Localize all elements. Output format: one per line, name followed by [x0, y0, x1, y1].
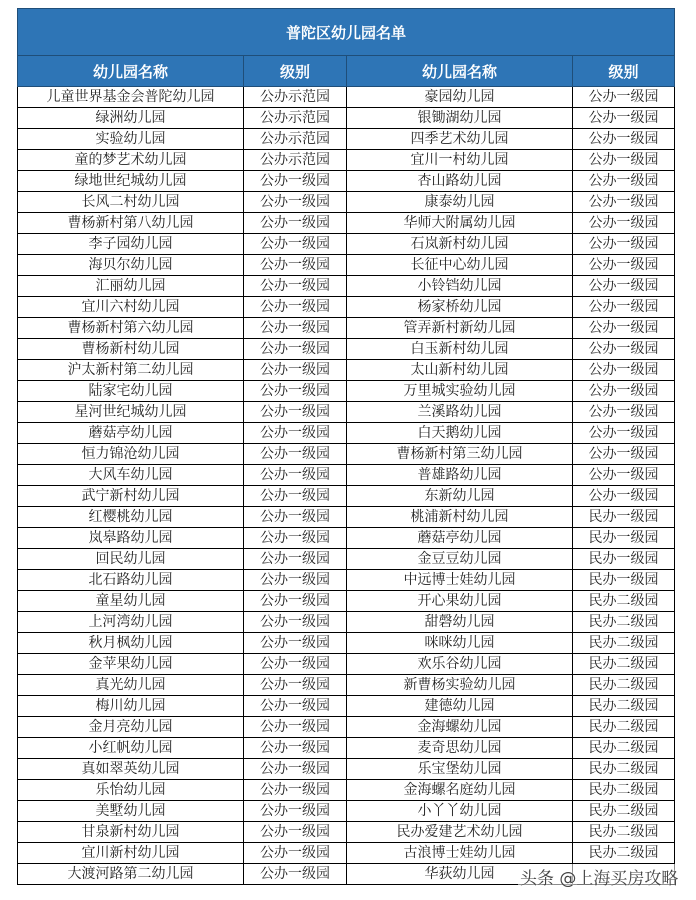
kindergarten-level-cell: 公办一级园 — [573, 213, 675, 234]
kindergarten-level-cell: 民办一级园 — [573, 570, 675, 591]
kindergarten-level-cell: 公办一级园 — [244, 654, 347, 675]
kindergarten-name-cell: 大风车幼儿园 — [18, 465, 244, 486]
kindergarten-name-cell: 康泰幼儿园 — [347, 192, 573, 213]
kindergarten-level-cell: 民办二级园 — [573, 591, 675, 612]
kindergarten-level-cell: 公办一级园 — [573, 255, 675, 276]
table-row — [18, 192, 675, 213]
table-row — [18, 528, 675, 549]
kindergarten-name-cell: 蘑菇亭幼儿园 — [347, 528, 573, 549]
kindergarten-level-cell: 民办二级园 — [573, 759, 675, 780]
kindergarten-level-cell: 公办一级园 — [573, 171, 675, 192]
table-row — [18, 234, 675, 255]
kindergarten-name-cell: 开心果幼儿园 — [347, 591, 573, 612]
kindergarten-name-cell: 华师大附属幼儿园 — [347, 213, 573, 234]
kindergarten-name-cell: 豪园幼儿园 — [347, 87, 573, 108]
kindergarten-level-cell: 公办示范园 — [244, 87, 347, 108]
kindergarten-name-cell: 童星幼儿园 — [18, 591, 244, 612]
kindergarten-name-cell: 武宁新村幼儿园 — [18, 486, 244, 507]
kindergarten-name-cell: 汇丽幼儿园 — [18, 276, 244, 297]
kindergarten-level-cell: 公办一级园 — [244, 570, 347, 591]
kindergarten-level-cell: 公办一级园 — [244, 759, 347, 780]
table-row — [18, 318, 675, 339]
kindergarten-name-cell: 宜川一村幼儿园 — [347, 150, 573, 171]
kindergarten-level-cell: 民办二级园 — [573, 843, 675, 864]
kindergarten-level-cell: 公办一级园 — [244, 486, 347, 507]
table-title: 普陀区幼儿园名单 — [18, 9, 675, 56]
kindergarten-level-cell: 公办一级园 — [244, 591, 347, 612]
table-row — [18, 360, 675, 381]
kindergarten-level-cell: 公办一级园 — [573, 486, 675, 507]
kindergarten-level-cell: 公办一级园 — [244, 402, 347, 423]
kindergarten-name-cell: 新曹杨实验幼儿园 — [347, 675, 573, 696]
kindergarten-name-cell: 绿洲幼儿园 — [18, 108, 244, 129]
table-row — [18, 171, 675, 192]
kindergarten-table-container — [17, 8, 674, 885]
kindergarten-level-cell: 民办二级园 — [573, 654, 675, 675]
kindergarten-level-cell: 民办二级园 — [573, 780, 675, 801]
table-row — [18, 801, 675, 822]
kindergarten-level-cell: 公办一级园 — [244, 612, 347, 633]
table-row — [18, 549, 675, 570]
kindergarten-name-cell: 北石路幼儿园 — [18, 570, 244, 591]
column-header-name-2: 幼儿园名称 — [347, 56, 573, 87]
kindergarten-level-cell: 公办一级园 — [573, 465, 675, 486]
kindergarten-level-cell: 公办一级园 — [244, 528, 347, 549]
kindergarten-name-cell: 甜磬幼儿园 — [347, 612, 573, 633]
kindergarten-name-cell: 回民幼儿园 — [18, 549, 244, 570]
kindergarten-level-cell: 公办一级园 — [573, 297, 675, 318]
kindergarten-name-cell: 金月亮幼儿园 — [18, 717, 244, 738]
kindergarten-level-cell: 公办一级园 — [573, 381, 675, 402]
kindergarten-name-cell: 小丫丫幼儿园 — [347, 801, 573, 822]
kindergarten-level-cell: 公办一级园 — [244, 423, 347, 444]
column-header-row — [18, 56, 675, 87]
column-header-level-1: 级别 — [244, 56, 347, 87]
kindergarten-level-cell: 民办二级园 — [573, 696, 675, 717]
kindergarten-name-cell: 咪咪幼儿园 — [347, 633, 573, 654]
kindergarten-name-cell: 华荻幼儿园 — [347, 864, 573, 885]
kindergarten-level-cell: 民办二级园 — [573, 612, 675, 633]
kindergarten-level-cell: 公办一级园 — [244, 360, 347, 381]
kindergarten-level-cell: 公办一级园 — [244, 234, 347, 255]
table-row — [18, 402, 675, 423]
kindergarten-name-cell: 红樱桃幼儿园 — [18, 507, 244, 528]
kindergarten-name-cell: 民办爱建艺术幼儿园 — [347, 822, 573, 843]
kindergarten-name-cell: 长风二村幼儿园 — [18, 192, 244, 213]
kindergarten-level-cell: 民办一级园 — [573, 549, 675, 570]
table-row — [18, 738, 675, 759]
table-row — [18, 297, 675, 318]
kindergarten-level-cell: 公办一级园 — [244, 171, 347, 192]
kindergarten-level-cell: 公办一级园 — [573, 192, 675, 213]
kindergarten-name-cell: 宜川六村幼儿园 — [18, 297, 244, 318]
table-row — [18, 759, 675, 780]
kindergarten-name-cell: 星河世纪城幼儿园 — [18, 402, 244, 423]
kindergarten-level-cell: 公办一级园 — [244, 822, 347, 843]
kindergarten-level-cell: 公办一级园 — [244, 549, 347, 570]
table-row — [18, 654, 675, 675]
kindergarten-level-cell: 公办一级园 — [573, 402, 675, 423]
kindergarten-name-cell: 实验幼儿园 — [18, 129, 244, 150]
kindergarten-name-cell: 大渡河路第二幼儿园 — [18, 864, 244, 885]
table-row — [18, 570, 675, 591]
kindergarten-name-cell: 小红帆幼儿园 — [18, 738, 244, 759]
table-row — [18, 276, 675, 297]
kindergarten-name-cell: 美墅幼儿园 — [18, 801, 244, 822]
kindergarten-name-cell: 万里城实验幼儿园 — [347, 381, 573, 402]
table-row — [18, 486, 675, 507]
kindergarten-level-cell: 民办二级园 — [573, 717, 675, 738]
kindergarten-name-cell: 银锄湖幼儿园 — [347, 108, 573, 129]
kindergarten-level-cell: 公办一级园 — [244, 465, 347, 486]
kindergarten-name-cell: 乐宝堡幼儿园 — [347, 759, 573, 780]
kindergarten-level-cell: 公办一级园 — [573, 360, 675, 381]
kindergarten-name-cell: 白玉新村幼儿园 — [347, 339, 573, 360]
kindergarten-level-cell: 公办一级园 — [244, 339, 347, 360]
kindergarten-name-cell: 蘑菇亭幼儿园 — [18, 423, 244, 444]
kindergarten-name-cell: 金苹果幼儿园 — [18, 654, 244, 675]
kindergarten-level-cell: 公办一级园 — [244, 507, 347, 528]
kindergarten-name-cell: 乐怡幼儿园 — [18, 780, 244, 801]
kindergarten-name-cell: 梅川幼儿园 — [18, 696, 244, 717]
kindergarten-name-cell: 兰溪路幼儿园 — [347, 402, 573, 423]
kindergarten-level-cell: 公办一级园 — [244, 738, 347, 759]
kindergarten-name-cell: 岚皋路幼儿园 — [18, 528, 244, 549]
kindergarten-level-cell: 公办一级园 — [573, 444, 675, 465]
table-row — [18, 465, 675, 486]
table-row — [18, 381, 675, 402]
kindergarten-level-cell: 民办二级园 — [573, 675, 675, 696]
table-row — [18, 675, 675, 696]
kindergarten-name-cell: 金海螺幼儿园 — [347, 717, 573, 738]
kindergarten-name-cell: 海贝尔幼儿园 — [18, 255, 244, 276]
kindergarten-name-cell: 曹杨新村第六幼儿园 — [18, 318, 244, 339]
kindergarten-level-cell: 公办一级园 — [244, 717, 347, 738]
kindergarten-name-cell: 桃浦新村幼儿园 — [347, 507, 573, 528]
table-row — [18, 696, 675, 717]
kindergarten-name-cell: 宜川新村幼儿园 — [18, 843, 244, 864]
kindergarten-name-cell: 真如翠英幼儿园 — [18, 759, 244, 780]
kindergarten-level-cell: 公办一级园 — [573, 276, 675, 297]
kindergarten-name-cell: 曹杨新村幼儿园 — [18, 339, 244, 360]
kindergarten-name-cell: 中远博士娃幼儿园 — [347, 570, 573, 591]
kindergarten-name-cell: 李子园幼儿园 — [18, 234, 244, 255]
kindergarten-name-cell: 绿地世纪城幼儿园 — [18, 171, 244, 192]
kindergarten-name-cell: 杏山路幼儿园 — [347, 171, 573, 192]
kindergarten-name-cell: 沪太新村第二幼儿园 — [18, 360, 244, 381]
kindergarten-level-cell: 公办一级园 — [244, 255, 347, 276]
table-row — [18, 213, 675, 234]
table-row — [18, 444, 675, 465]
kindergarten-level-cell: 公办一级园 — [573, 87, 675, 108]
table-row — [18, 822, 675, 843]
table-body — [18, 87, 675, 885]
kindergarten-name-cell: 上河湾幼儿园 — [18, 612, 244, 633]
kindergarten-level-cell: 民办二级园 — [573, 738, 675, 759]
kindergarten-level-cell: 公办一级园 — [573, 150, 675, 171]
kindergarten-level-cell: 公办一级园 — [244, 780, 347, 801]
kindergarten-level-cell: 公办一级园 — [573, 339, 675, 360]
kindergarten-name-cell: 东新幼儿园 — [347, 486, 573, 507]
kindergarten-level-cell: 民办一级园 — [573, 528, 675, 549]
kindergarten-level-cell: 公办一级园 — [573, 318, 675, 339]
kindergarten-table — [17, 8, 675, 885]
kindergarten-level-cell: 公办示范园 — [244, 150, 347, 171]
kindergarten-name-cell: 恒力锦沧幼儿园 — [18, 444, 244, 465]
table-row — [18, 717, 675, 738]
table-row — [18, 339, 675, 360]
kindergarten-level-cell: 公办一级园 — [573, 423, 675, 444]
kindergarten-level-cell: 公办示范园 — [244, 129, 347, 150]
kindergarten-name-cell: 管弄新村新幼儿园 — [347, 318, 573, 339]
table-row — [18, 612, 675, 633]
kindergarten-level-cell: 民办二级园 — [573, 633, 675, 654]
kindergarten-name-cell: 真光幼儿园 — [18, 675, 244, 696]
kindergarten-level-cell: 公办一级园 — [244, 192, 347, 213]
kindergarten-level-cell: 公办一级园 — [244, 801, 347, 822]
kindergarten-name-cell: 金豆豆幼儿园 — [347, 549, 573, 570]
table-row — [18, 423, 675, 444]
kindergarten-level-cell: 公办一级园 — [244, 297, 347, 318]
kindergarten-name-cell: 建德幼儿园 — [347, 696, 573, 717]
kindergarten-name-cell: 金海螺名庭幼儿园 — [347, 780, 573, 801]
kindergarten-name-cell: 曹杨新村第八幼儿园 — [18, 213, 244, 234]
table-title-row — [18, 9, 675, 56]
kindergarten-name-cell: 欢乐谷幼儿园 — [347, 654, 573, 675]
column-header-name-1: 幼儿园名称 — [18, 56, 244, 87]
kindergarten-name-cell: 秋月枫幼儿园 — [18, 633, 244, 654]
kindergarten-level-cell: 公办示范园 — [244, 108, 347, 129]
table-row — [18, 843, 675, 864]
kindergarten-level-cell: 公办一级园 — [244, 444, 347, 465]
kindergarten-name-cell: 古浪博士娃幼儿园 — [347, 843, 573, 864]
kindergarten-level-cell: 公办一级园 — [573, 129, 675, 150]
table-row — [18, 633, 675, 654]
table-row — [18, 129, 675, 150]
kindergarten-name-cell: 小铃铛幼儿园 — [347, 276, 573, 297]
kindergarten-name-cell: 长征中心幼儿园 — [347, 255, 573, 276]
kindergarten-level-cell: 公办一级园 — [244, 633, 347, 654]
kindergarten-name-cell: 石岚新村幼儿园 — [347, 234, 573, 255]
kindergarten-level-cell: 民办二级园 — [573, 801, 675, 822]
kindergarten-name-cell: 甘泉新村幼儿园 — [18, 822, 244, 843]
kindergarten-level-cell: 公办一级园 — [244, 318, 347, 339]
kindergarten-level-cell: 民办一级园 — [573, 507, 675, 528]
kindergarten-name-cell: 童的梦艺术幼儿园 — [18, 150, 244, 171]
kindergarten-level-cell: 公办一级园 — [573, 108, 675, 129]
kindergarten-level-cell: 民办二级园 — [573, 822, 675, 843]
kindergarten-name-cell: 普雄路幼儿园 — [347, 465, 573, 486]
kindergarten-level-cell: 公办一级园 — [244, 213, 347, 234]
kindergarten-level-cell: 公办一级园 — [244, 276, 347, 297]
table-row — [18, 780, 675, 801]
kindergarten-name-cell: 四季艺术幼儿园 — [347, 129, 573, 150]
kindergarten-name-cell: 太山新村幼儿园 — [347, 360, 573, 381]
kindergarten-level-cell: 公办一级园 — [573, 234, 675, 255]
kindergarten-level-cell: 公办一级园 — [244, 864, 347, 885]
kindergarten-name-cell: 曹杨新村第三幼儿园 — [347, 444, 573, 465]
table-row — [18, 108, 675, 129]
watermark: 头条 @上海买房攻略 — [518, 864, 680, 889]
table-row — [18, 591, 675, 612]
table-row — [18, 255, 675, 276]
kindergarten-name-cell: 白天鹅幼儿园 — [347, 423, 573, 444]
table-row — [18, 150, 675, 171]
kindergarten-name-cell: 儿童世界基金会普陀幼儿园 — [18, 87, 244, 108]
kindergarten-name-cell: 杨家桥幼儿园 — [347, 297, 573, 318]
table-row — [18, 507, 675, 528]
column-header-level-2: 级别 — [573, 56, 675, 87]
table-row — [18, 87, 675, 108]
kindergarten-level-cell: 公办一级园 — [244, 381, 347, 402]
kindergarten-level-cell: 公办一级园 — [244, 696, 347, 717]
kindergarten-name-cell: 陆家宅幼儿园 — [18, 381, 244, 402]
kindergarten-level-cell: 公办一级园 — [244, 843, 347, 864]
kindergarten-name-cell: 麦奇思幼儿园 — [347, 738, 573, 759]
kindergarten-level-cell: 公办一级园 — [244, 675, 347, 696]
